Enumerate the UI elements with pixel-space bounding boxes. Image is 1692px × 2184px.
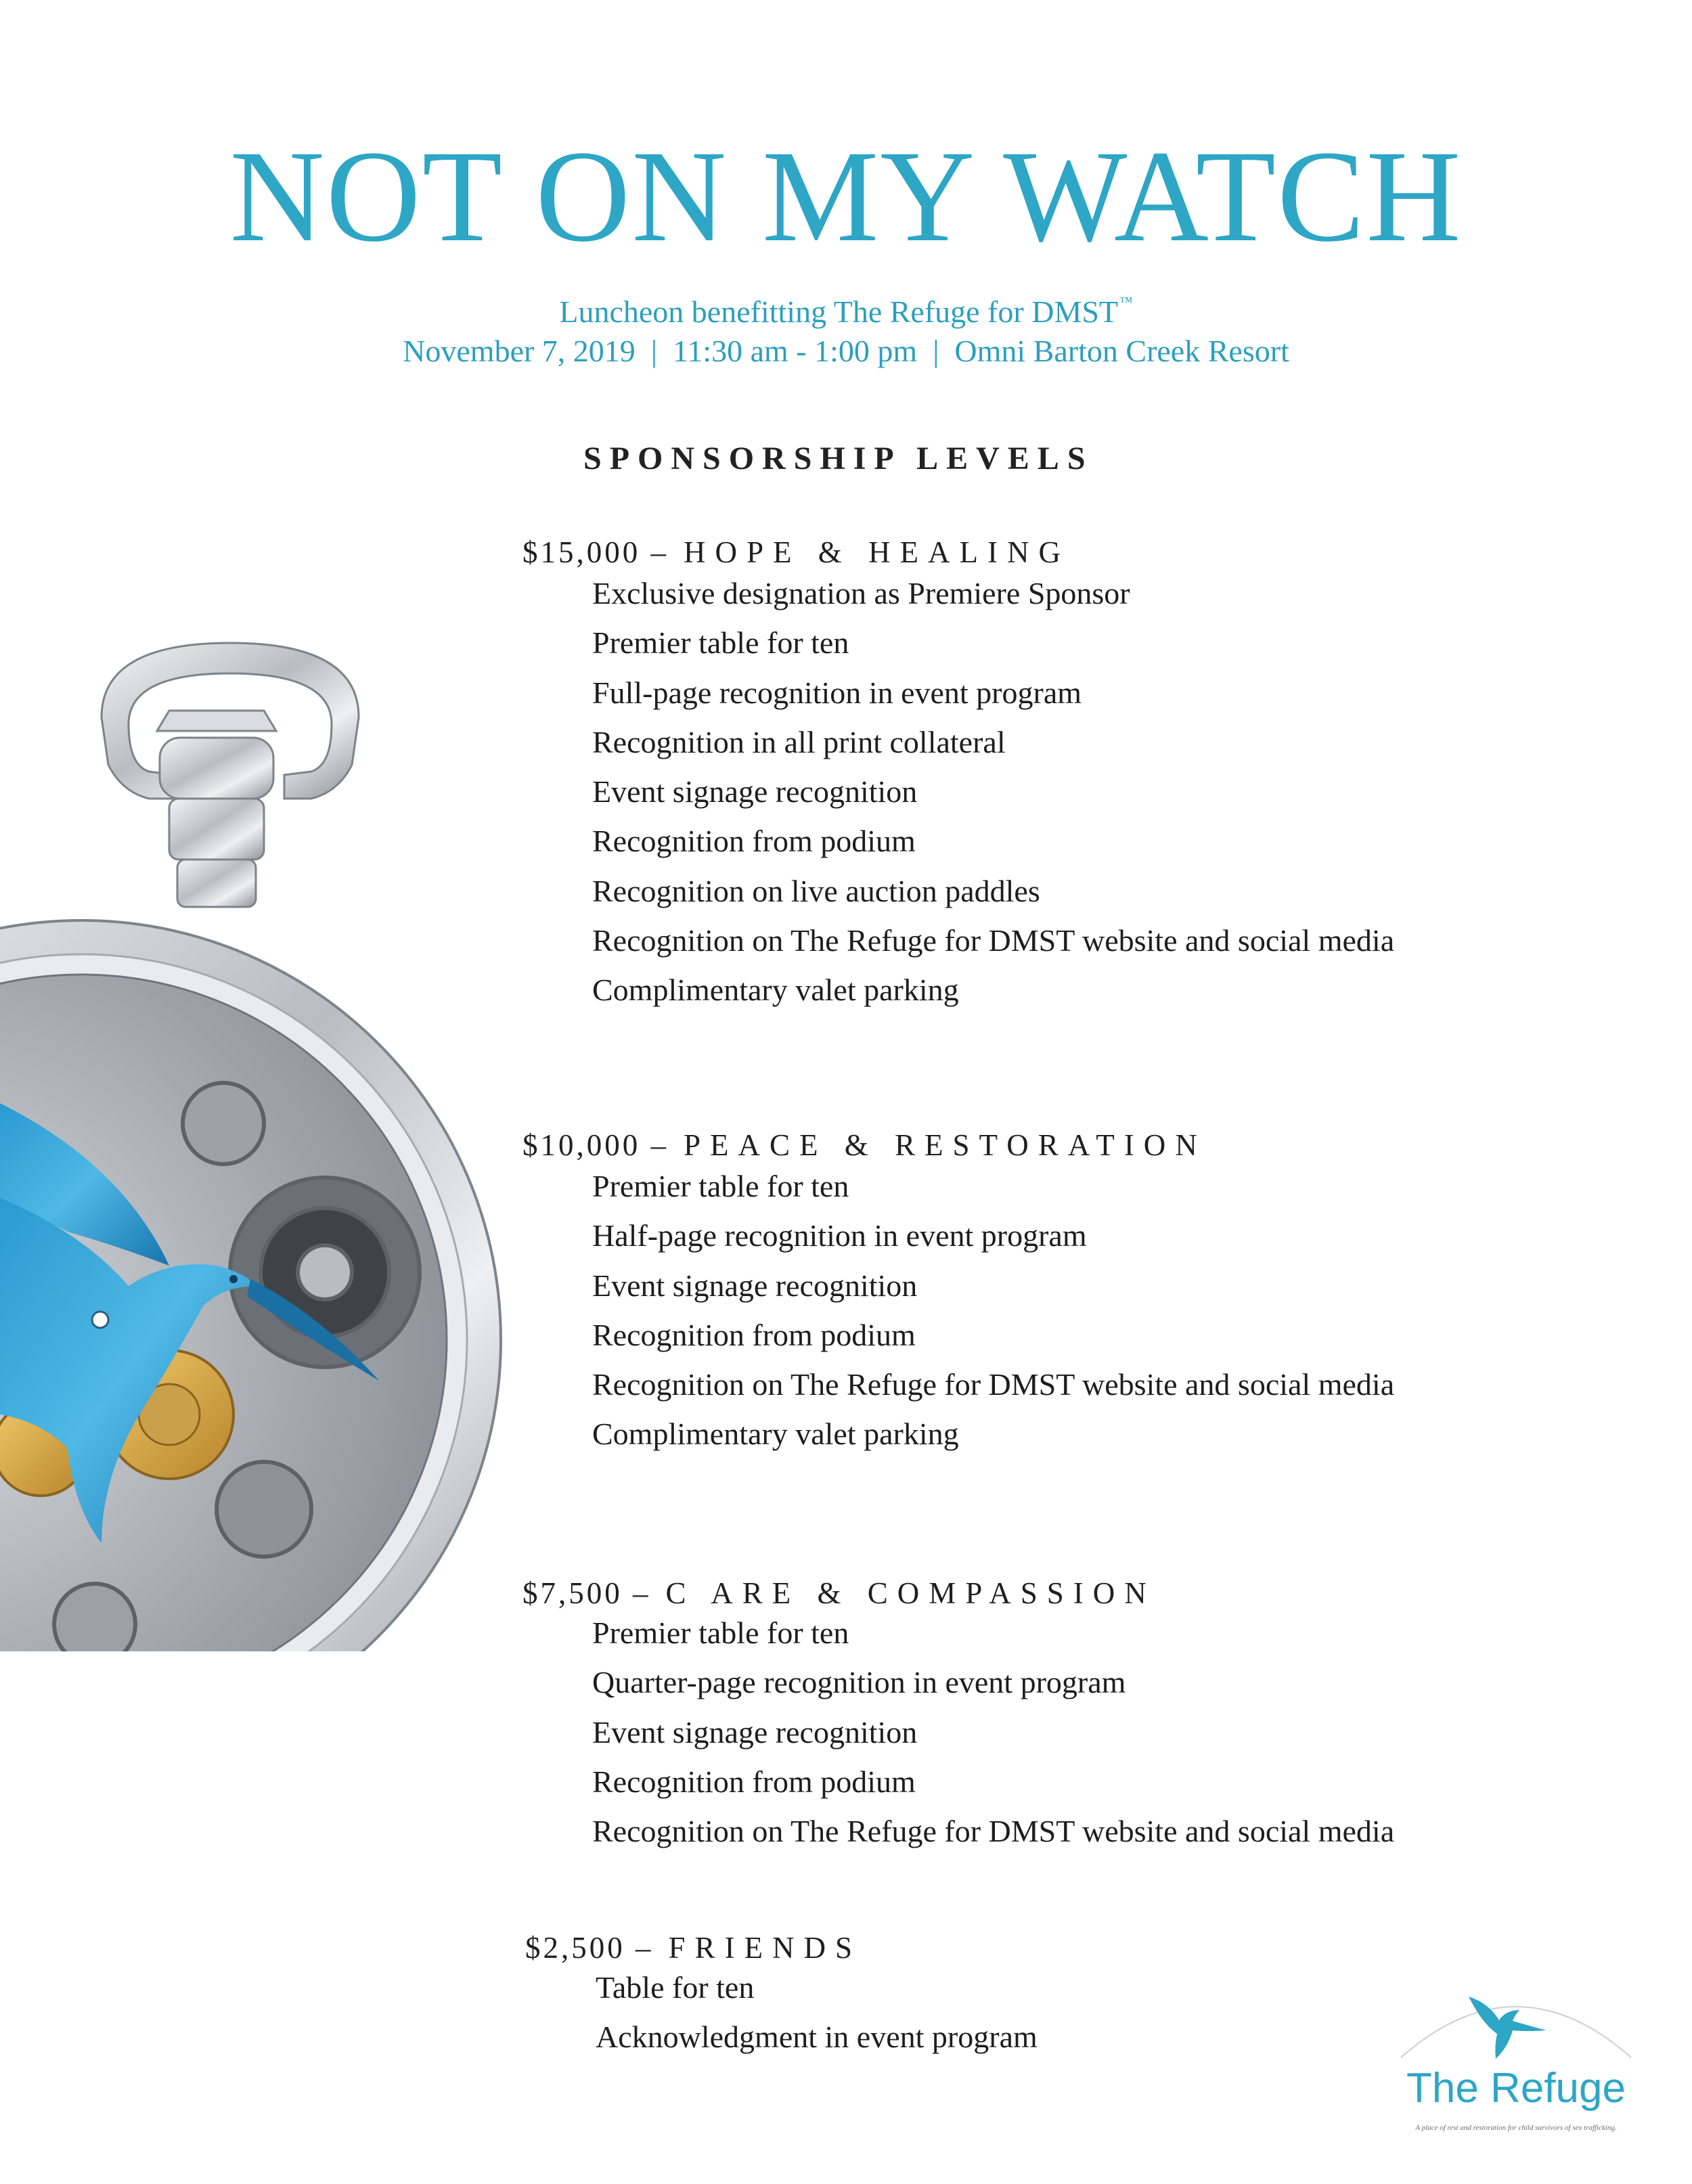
trademark-mark: ™ xyxy=(1119,294,1133,309)
separator: | xyxy=(650,334,658,368)
tier-amount: $15,000 – xyxy=(522,535,669,569)
benefit-item: Recognition on The Refuge for DMST website and social media xyxy=(592,1367,1395,1402)
benefit-item: Recognition from podium xyxy=(592,1764,916,1799)
benefit-item: Premier table for ten xyxy=(592,1169,849,1203)
sponsorship-heading: SPONSORSHIP LEVELS xyxy=(583,441,1094,476)
benefit-item: Premier table for ten xyxy=(592,625,849,661)
tier-amount: $7,500 – xyxy=(522,1576,651,1610)
event-time: 11:30 am - 1:00 pm xyxy=(673,334,918,368)
benefit-item: Event signage recognition xyxy=(592,1714,918,1750)
benefit-item: Table for ten xyxy=(596,1970,755,2005)
benefit-list xyxy=(592,1161,1394,1459)
pocket-watch-illustration xyxy=(0,636,541,1651)
benefit-list xyxy=(592,1608,1394,1856)
benefit-item: Recognition from podium xyxy=(592,824,916,859)
tier-name: HOPE & HEALING xyxy=(684,535,1070,569)
benefit-item: Recognition on The Refuge for DMST website and social media xyxy=(592,923,1395,958)
logo-name: The Refuge xyxy=(1406,2065,1626,2112)
event-venue: Omni Barton Creek Resort xyxy=(954,334,1289,368)
separator: | xyxy=(933,334,939,368)
tier-name: PEACE & RESTORATION xyxy=(684,1128,1207,1162)
benefit-item: Complimentary valet parking xyxy=(592,973,959,1008)
benefit-item: Quarter-page recognition in event program xyxy=(592,1665,1126,1700)
tier-title xyxy=(522,1128,1207,1163)
benefit-item: Event signage recognition xyxy=(592,1268,918,1303)
tier-title xyxy=(525,1930,862,1965)
subtitle-text: Luncheon benefitting The Refuge for DMST xyxy=(559,294,1119,329)
tier-amount: $2,500 – xyxy=(525,1931,654,1965)
logo-arc-icon xyxy=(1387,1969,1645,2064)
tier-name: FRIENDS xyxy=(668,1931,862,1965)
event-details xyxy=(0,333,1692,369)
event-subtitle xyxy=(0,294,1692,330)
benefit-item: Event signage recognition xyxy=(592,774,918,809)
benefit-item: Recognition in all print collateral xyxy=(592,724,1006,759)
tier-name: C ARE & COMPASSION xyxy=(665,1576,1156,1610)
tier-title xyxy=(522,1576,1156,1611)
benefit-item: Acknowledgment in event program xyxy=(596,2020,1038,2055)
hummingbird-logo-icon xyxy=(1469,1997,1546,2059)
event-date: November 7, 2019 xyxy=(403,334,636,368)
benefit-item: Exclusive designation as Premiere Sponsor xyxy=(592,576,1130,610)
page-title: NOT ON MY WATCH xyxy=(229,123,1463,269)
benefit-item: Recognition on live auction paddles xyxy=(592,873,1040,908)
benefit-item: Premier table for ten xyxy=(592,1615,849,1650)
benefit-list xyxy=(592,569,1394,1015)
benefit-list xyxy=(596,1963,1038,2062)
benefit-item: Recognition on The Refuge for DMST website and social media xyxy=(592,1814,1395,1849)
benefit-item: Full-page recognition in event program xyxy=(592,675,1082,710)
benefit-item: Complimentary valet parking xyxy=(592,1417,959,1452)
the-refuge-logo xyxy=(1387,1969,1645,2159)
tier-title xyxy=(522,535,1070,570)
benefit-item: Half-page recognition in event program xyxy=(592,1218,1087,1253)
benefit-item: Recognition from podium xyxy=(592,1317,916,1352)
logo-tagline: A place of rest and restoration for child survivors of sex trafficking. xyxy=(1415,2124,1617,2132)
tier-amount: $10,000 – xyxy=(522,1128,669,1162)
watch-crown xyxy=(157,711,276,907)
